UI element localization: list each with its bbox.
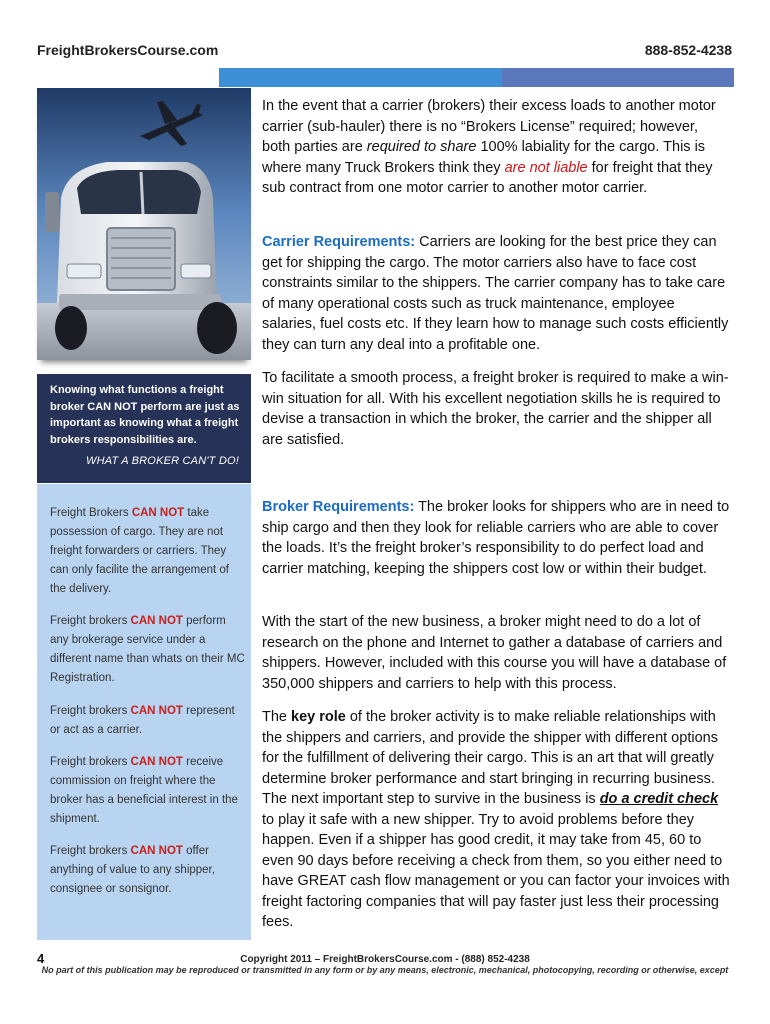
phone-number: 888-852-4238 [644,42,732,58]
callout-box [37,374,251,483]
paragraph-key-role: The key role of the broker activity is to make reliable relationships with the shippers and carriers, and provide the shipper with different options for the fulfillment of delivering their cargo. This is an art that will greatly determine broker performance and start bringing in recurring business. The next important step to survive in the business is do a credit check to play it safe with a new shipper. Try to avoid problems before they happen. Even if a shipper has good credit, it may take from 45, 60 to even 90 days before receiving a check from them, so you either need to have GREAT cash flow management or you can factor your invoices with freight factoring companies that will pay faster just less their processing fees. [262,709,730,930]
cannot-item: Freight brokers CAN NOT perform any brokerage service under a different name than whats on their MC Registration. [50,615,245,684]
truck-airplane-image [37,88,251,360]
paragraph-liability: In the event that a carrier (brokers) their excess loads to another motor carrier (sub-hauler) there is no “Brokers License” required; however, both parties are required to share 100% labiality for the cargo. This is where many Truck Brokers think they are not liable for freight that they sub contract from one motor carrier to another motor carrier. [262,98,716,196]
callout-quote: Knowing what functions a freight broker CAN NOT perform are just as important as knowing what a freight brokers responsibilities are. [50,384,240,446]
header-band-segment-2 [219,68,502,87]
callout-caption: WHAT A BROKER CAN'T DO! [86,455,239,467]
cannot-item: Freight brokers CAN NOT represent or act as a carrier. [50,705,235,736]
cannot-item: Freight brokers CAN NOT receive commission on freight where the broker has a beneficial interest in the shipment. [50,756,238,825]
paragraph-broker-requirements: Broker Requirements: The broker looks for shippers who are in need to ship cargo and then they look for reliable carriers who are able to cover the loads. It’s the freight broker’s responsibility to do perfect load and carrier matching, keeping the shippers cost low or within their budget. [262,499,730,577]
reproduction-notice: No part of this publication may be reproduced or transmitted in any form or by any means, electronic, mechanical, photocopying, recording or otherwise, except [41,965,729,975]
paragraph-new-business: With the start of the new business, a broker might need to do a lot of research on the phone and Internet to gather a database of carriers and shippers. However, included with this course you will have a database of 350,000 shippers and carriers to help with this process. [262,614,727,692]
carrier-requirements-heading: Carrier Requirements: [262,234,416,250]
paragraph-smooth-process: To facilitate a smooth process, a freight broker is required to make a win- win situation for all. With his excellent negotiation skills he is required to devise a transaction in which the broker, the carrier and the shipper all are satisfied. [262,370,729,448]
paragraph-carrier-requirements: Carrier Requirements: Carriers are looking for the best price they can get for shipping the cargo. The motor carriers also have to face cost constraints similar to the shippers. The carrier company has to take care of many operational costs such as truck maintenance, employee salaries, fuel costs etc. If they learn how to manage such costs efficiently they can turn any deal into a profitable one. [262,234,729,353]
cannot-item: Freight Brokers CAN NOT take possession of cargo. They are not freight forwarders or carriers. They can only facilite the arrangement of the delivery. [50,507,229,595]
cannot-item: Freight brokers CAN NOT offer anything of value to any shipper, consignee or sonsignor. [50,845,215,895]
header-band-segment-1 [37,68,219,87]
page-number: 4 [37,951,45,966]
copyright-line: Copyright 2011 – FreightBrokersCourse.com - (888) 852-4238 [240,954,530,965]
broker-requirements-heading: Broker Requirements: [262,499,415,515]
header-band-segment-3 [502,68,734,87]
cannot-list-panel [37,484,251,940]
site-name: FreightBrokersCourse.com [37,42,219,58]
